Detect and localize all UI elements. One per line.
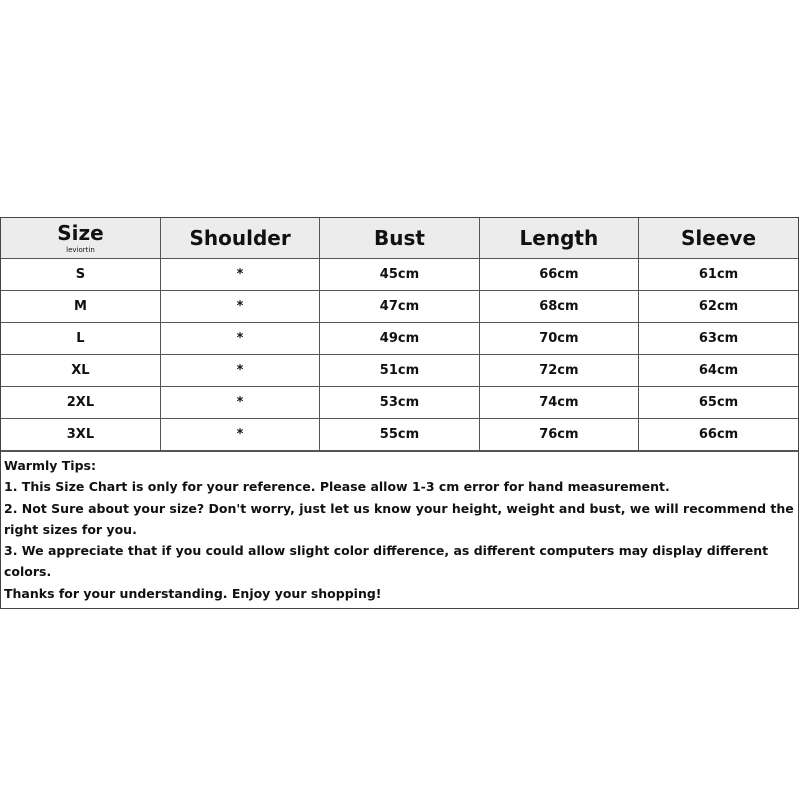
header-sleeve: Sleeve xyxy=(639,218,798,259)
header-length: Length xyxy=(479,218,638,259)
cell-shoulder: * xyxy=(160,355,319,387)
cell-bust: 45cm xyxy=(320,259,479,291)
header-size-label: Size xyxy=(57,221,104,245)
cell-length: 74cm xyxy=(479,387,638,419)
cell-sleeve: 64cm xyxy=(639,355,798,387)
cell-sleeve: 66cm xyxy=(639,419,798,451)
header-shoulder: Shoulder xyxy=(160,218,319,259)
table-row xyxy=(1,259,798,291)
cell-shoulder: * xyxy=(160,291,319,323)
tips-title: Warmly Tips: xyxy=(4,458,96,473)
cell-sleeve: 65cm xyxy=(639,387,798,419)
cell-bust: 51cm xyxy=(320,355,479,387)
cell-bust: 47cm xyxy=(320,291,479,323)
table-row xyxy=(1,419,798,451)
cell-size: S xyxy=(1,259,160,291)
cell-sleeve: 61cm xyxy=(639,259,798,291)
cell-bust: 53cm xyxy=(320,387,479,419)
cell-size: 3XL xyxy=(1,419,160,451)
table-row xyxy=(1,387,798,419)
cell-bust: 55cm xyxy=(320,419,479,451)
brand-watermark: leviortin xyxy=(66,246,95,254)
cell-sleeve: 62cm xyxy=(639,291,798,323)
size-chart xyxy=(0,217,799,609)
tip-line: Thanks for your understanding. Enjoy your shopping! xyxy=(4,585,382,601)
cell-shoulder: * xyxy=(160,259,319,291)
cell-size: M xyxy=(1,291,160,323)
header-bust: Bust xyxy=(320,218,479,259)
size-table xyxy=(1,218,798,451)
table-row xyxy=(1,355,798,387)
tip-line: 2. Not Sure about your size? Don't worry, just let us know your height, weight and bust, we will recommend the right sizes for you. xyxy=(4,500,794,537)
cell-length: 70cm xyxy=(479,323,638,355)
tips-section xyxy=(1,451,798,608)
cell-size: L xyxy=(1,323,160,355)
cell-shoulder: * xyxy=(160,419,319,451)
cell-sleeve: 63cm xyxy=(639,323,798,355)
header-row xyxy=(1,218,798,259)
cell-bust: 49cm xyxy=(320,323,479,355)
cell-shoulder: * xyxy=(160,323,319,355)
cell-shoulder: * xyxy=(160,387,319,419)
cell-size: 2XL xyxy=(1,387,160,419)
table-row xyxy=(1,323,798,355)
cell-length: 66cm xyxy=(479,259,638,291)
cell-length: 72cm xyxy=(479,355,638,387)
cell-length: 68cm xyxy=(479,291,638,323)
tip-line: 3. We appreciate that if you could allow slight color difference, as different computers may display different colors. xyxy=(4,543,769,580)
cell-size: XL xyxy=(1,355,160,387)
header-size xyxy=(1,218,160,259)
cell-length: 76cm xyxy=(479,419,638,451)
table-row xyxy=(1,291,798,323)
tip-line: 1. This Size Chart is only for your reference. Please allow 1-3 cm error for hand measurement. xyxy=(4,479,670,495)
